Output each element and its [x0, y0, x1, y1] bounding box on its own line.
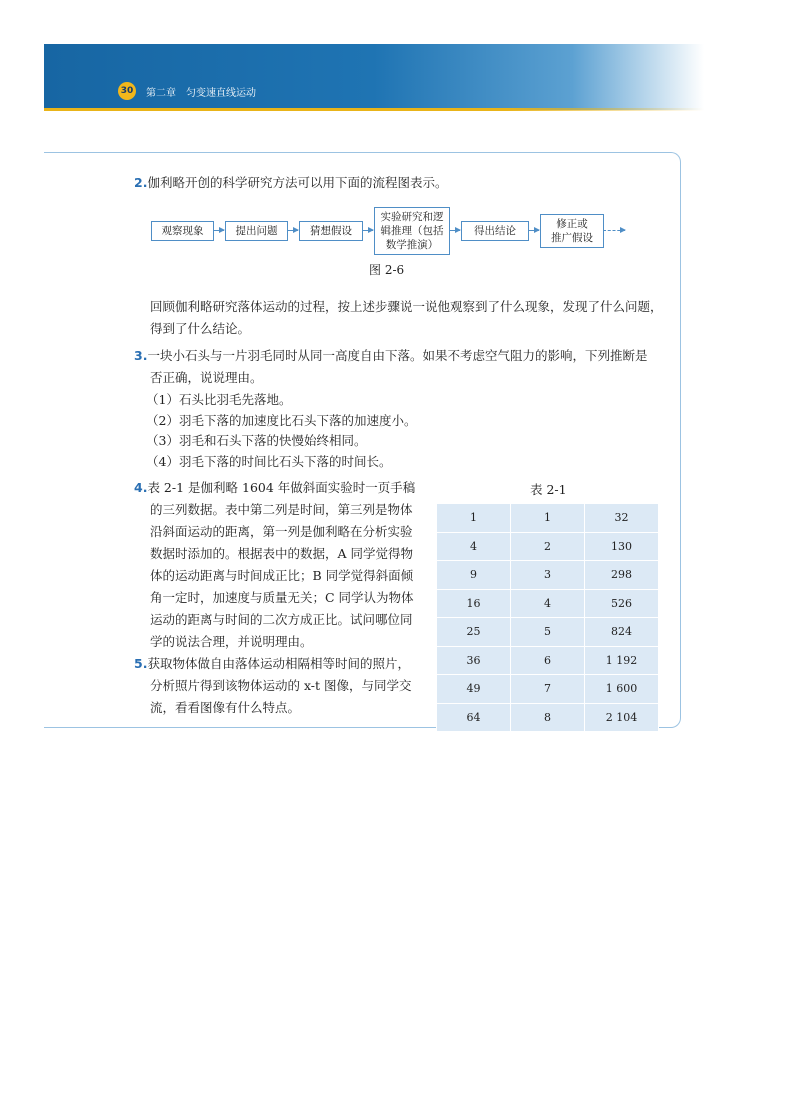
flow-step-hypothesis: 猜想假设 [299, 221, 363, 241]
table-cell: 824 [585, 618, 659, 647]
question-5-line: 分析照片得到该物体运动的 x-t 图像，与同学交 [150, 678, 412, 693]
question-3-item: （3）羽毛和石头下落的快慢始终相同。 [146, 433, 367, 448]
table-cell: 2 [511, 532, 585, 561]
table-cell: 25 [437, 618, 511, 647]
flow-step-experiment [374, 207, 450, 255]
table-cell: 64 [437, 703, 511, 732]
question-3-item: （2）羽毛下落的加速度比石头下落的加速度小。 [146, 413, 417, 428]
header-underline [44, 108, 704, 111]
question-3-item: （4）羽毛下落的时间比石头下落的时间长。 [146, 454, 392, 469]
data-table [436, 503, 659, 732]
question-5-line: 流，看看图像有什么特点。 [150, 700, 301, 715]
flow-step-conclusion: 得出结论 [461, 221, 529, 241]
question-2-paragraph: 得到了什么结论。 [150, 321, 251, 336]
table-cell: 6 [511, 646, 585, 675]
question-4-line: 沿斜面运动的距离，第一列是伽利略在分析实验 [150, 524, 413, 539]
question-5 [134, 653, 410, 675]
table-cell: 4 [511, 589, 585, 618]
table-cell: 1 [511, 504, 585, 533]
flow-arrow-dashed [603, 230, 625, 231]
flow-arrow [213, 230, 224, 231]
flow-arrow [528, 230, 539, 231]
flow-step-experiment-line: 实验研究和逻 [380, 211, 444, 223]
table-row [437, 589, 659, 618]
question-text: 表 2-1 是伽利略 1604 年做斜面实验时一页手稿 [147, 480, 416, 495]
question-3-line: 否正确，说说理由。 [150, 370, 263, 385]
table-row [437, 504, 659, 533]
flow-arrow [287, 230, 298, 231]
question-3-item: （1）石头比羽毛先落地。 [146, 392, 292, 407]
question-4-line: 数据时添加的。根据表中的数据，A 同学觉得物 [150, 546, 414, 561]
table-cell: 36 [437, 646, 511, 675]
table-row [437, 703, 659, 732]
chapter-title: 第二章 匀变速直线运动 [146, 88, 256, 99]
question-4-line: 角一定时，加速度与质量无关；C 同学认为物体 [150, 590, 414, 605]
flow-step-experiment-line: 辑推理（包括 [380, 225, 444, 237]
page-number: 30 [118, 82, 136, 100]
table-cell: 16 [437, 589, 511, 618]
table-row [437, 646, 659, 675]
table-cell: 3 [511, 561, 585, 590]
flow-step-revise-line: 推广假设 [551, 232, 593, 244]
table-cell: 1 192 [585, 646, 659, 675]
flow-step-observe: 观察现象 [151, 221, 214, 241]
flow-step-experiment-line: 数学推演） [385, 239, 439, 251]
table-cell: 49 [437, 675, 511, 704]
question-4-line: 的三列数据。表中第二列是时间，第三列是物体 [150, 502, 413, 517]
question-4-line: 运动的距离与时间的二次方成正比。试问哪位同 [150, 612, 413, 627]
table-cell: 7 [511, 675, 585, 704]
question-text: 伽利略开创的科学研究方法可以用下面的流程图表示。 [147, 175, 448, 190]
question-3 [134, 345, 647, 367]
question-number: 5. [134, 656, 148, 671]
question-number: 2. [134, 175, 148, 190]
table-row [437, 561, 659, 590]
table-cell: 1 600 [585, 675, 659, 704]
figure-caption: 图 2-6 [369, 263, 405, 277]
table-row [437, 532, 659, 561]
question-number: 4. [134, 480, 148, 495]
flow-step-revise-line: 修正或 [556, 218, 588, 230]
table-cell: 4 [437, 532, 511, 561]
table-cell: 9 [437, 561, 511, 590]
header-band [44, 44, 704, 110]
table-row [437, 675, 659, 704]
question-number: 3. [134, 348, 148, 363]
table-cell: 5 [511, 618, 585, 647]
flow-arrow [362, 230, 373, 231]
question-2-paragraph: 回顾伽利略研究落体运动的过程，按上述步骤说一说他观察到了什么现象，发现了什么问题， [150, 299, 663, 314]
question-text: 获取物体做自由落体运动相隔相等时间的照片， [147, 656, 410, 671]
flow-step-revise [540, 214, 604, 248]
table-cell: 1 [437, 504, 511, 533]
table-cell: 526 [585, 589, 659, 618]
flow-arrow [449, 230, 460, 231]
table-row [437, 618, 659, 647]
table-cell: 130 [585, 532, 659, 561]
question-4 [134, 477, 415, 499]
question-4-line: 学的说法合理，并说明理由。 [150, 634, 313, 649]
table-cell: 2 104 [585, 703, 659, 732]
flow-step-question: 提出问题 [225, 221, 288, 241]
table-cell: 32 [585, 504, 659, 533]
table-cell: 8 [511, 703, 585, 732]
question-text: 一块小石头与一片羽毛同时从同一高度自由下落。如果不考虑空气阻力的影响，下列推断是 [147, 348, 648, 363]
table-caption: 表 2-1 [530, 482, 567, 497]
question-2 [134, 172, 447, 194]
table-cell: 298 [585, 561, 659, 590]
question-4-line: 体的运动距离与时间成正比；B 同学觉得斜面倾 [150, 568, 414, 583]
